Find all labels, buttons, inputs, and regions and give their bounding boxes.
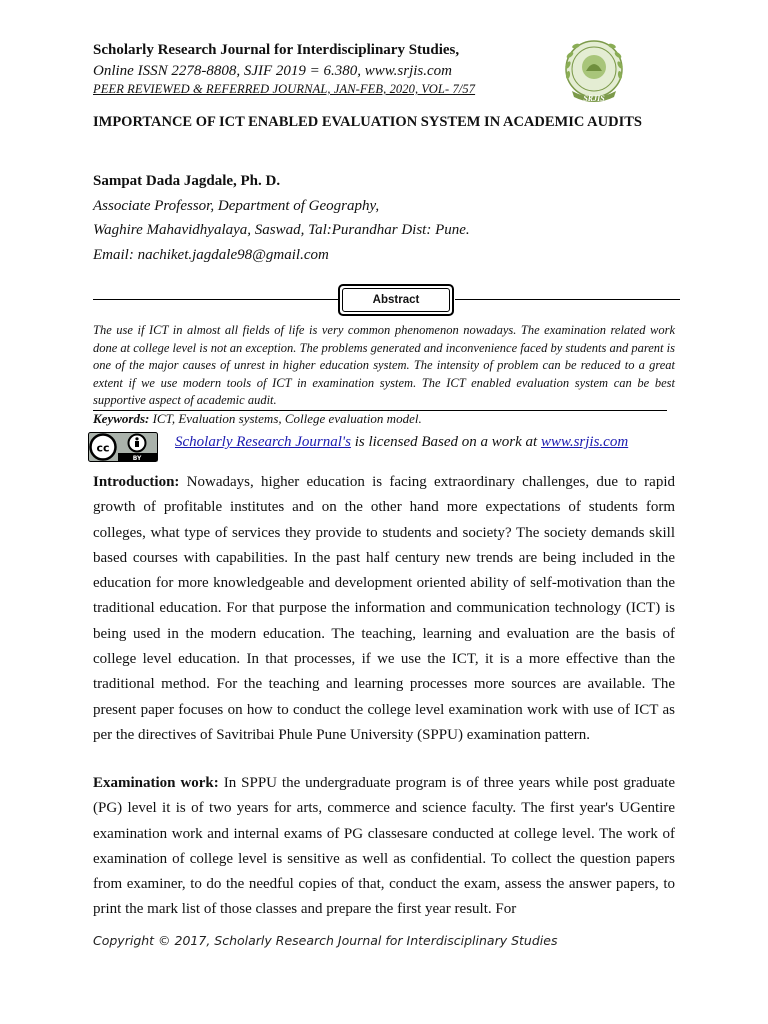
author-email: Email: nachiket.jagdale98@gmail.com	[93, 247, 329, 263]
site-link[interactable]: www.srjis.com	[540, 434, 629, 450]
creative-commons-icon	[88, 432, 158, 462]
abstract-rule-left	[93, 299, 340, 300]
examination-text: In SPPU the undergraduate program is of three years while post graduate (PG) level it is of two years for arts, commerce and science faculty. The first year's UGentire examination work and internal exams of PG classesare conducted at college level. The work of examination of college level is sensitive as well as confidential. To collect the question papers from examiner, to do the needful copies of that, conduct the exam, assess the answer papers, to print the mark list of those classes and prepare the first year result. For	[93, 775, 676, 918]
keywords-line	[93, 411, 422, 427]
article-title: IMPORTANCE OF ICT ENABLED EVALUATION SYSTEM IN ACADEMIC AUDITS	[93, 114, 642, 130]
keywords-text: ICT, Evaluation systems, College evaluation model.	[149, 411, 422, 426]
introduction-label: Introduction:	[93, 474, 180, 490]
svg-text:cc: cc	[96, 441, 110, 455]
abstract-rule-right	[455, 299, 680, 300]
journal-name: Scholarly Research Journal for Interdisciplinary Studies,	[93, 42, 460, 58]
journal-issn-line: Online ISSN 2278-8808, SJIF 2019 = 6.380, www.srjis.com	[93, 63, 452, 79]
introduction-paragraph	[93, 470, 675, 748]
journal-link[interactable]: Scholarly Research Journal's	[175, 434, 351, 450]
footer-copyright: Copyright © 2017, Scholarly Research Journal for Interdisciplinary Studies	[93, 933, 558, 948]
introduction-text: Nowadays, higher education is facing extraordinary challenges, due to rapid growth of profitable institutes and on the other hand more expectations of students form colleges, what type of services they provide to students and society? The society demands skill based courses with capabilities. In the past half century new trends are being included in the education for more knowledgeable and development oriented ability of self-motivation than the traditional education. For that purpose the information and communication technology (ICT) is being used in the modern education. The teaching, learning and evaluation are the basis of college level education. In that processes, if we use the ICT, it is a more effective than the traditional method. For the teaching and learning processes more sources are available. The present paper focuses on how to conduct the college level examination work with use of ICT as per the directives of Savitribai Phule Pune University (SPPU) examination pattern.	[93, 474, 675, 743]
abstract-heading-box	[338, 284, 454, 316]
journal-peer-line: PEER REVIEWED & REFERRED JOURNAL, JAN-FEB, 2020, VOL- 7/57	[93, 82, 476, 96]
abstract-heading: Abstract	[342, 288, 450, 312]
examination-label: Examination work:	[93, 775, 219, 791]
license-text: is licensed Based on a work at	[350, 434, 541, 450]
author-affiliation-1: Associate Professor, Department of Geography,	[93, 198, 380, 214]
author-affiliation-2: Waghire Mahavidhyalaya, Saswad, Tal:Purandhar Dist: Pune.	[93, 222, 470, 238]
keywords-label: Keywords:	[93, 411, 150, 426]
logo-text: SRJIS	[583, 94, 605, 103]
author-name: Sampat Dada Jagdale, Ph. D.	[93, 173, 281, 189]
srjis-logo	[558, 35, 630, 107]
cc-by-label: BY	[132, 455, 142, 462]
abstract-text: The use if ICT in almost all fields of life is very common phenomenon nowadays. The examination related work done at college level is not an exception. The problems generated and inconvenience faced by students and parent is one of the major causes of unrest in higher education system. The intensity of problem can be reduced to a great extent if we use modern tools of ICT in examination system. The ICT enabled evaluation system can be best supportive aspect of academic audit.	[93, 323, 675, 408]
examination-paragraph	[93, 771, 675, 923]
license-line	[175, 434, 628, 451]
